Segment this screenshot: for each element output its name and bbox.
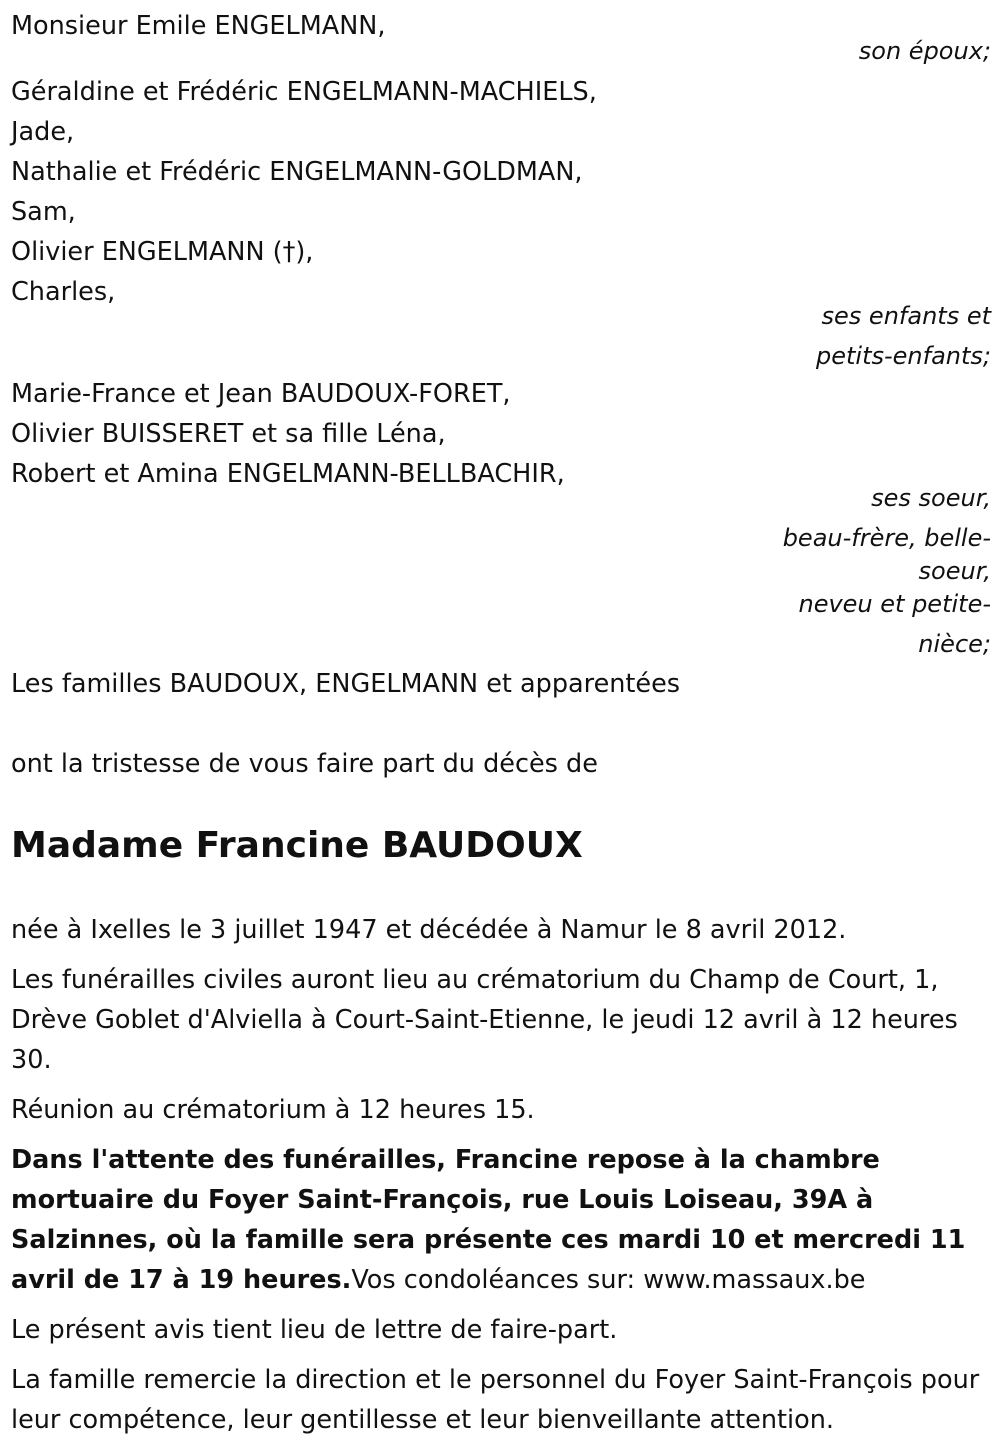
condolences-text: Vos condoléances sur: www.massaux.be (351, 1265, 866, 1295)
children-list (11, 72, 991, 312)
children-role-line: ses enfants et (821, 302, 991, 330)
obituary-notice (11, 6, 991, 1440)
siblings-role (761, 478, 991, 664)
reunion-time: Réunion au crématorium à 12 heures 15. (11, 1095, 535, 1125)
child-name: Nathalie et Frédéric ENGELMANN-GOLDMAN, (11, 157, 583, 187)
funeral-details: Les funérailles civiles auront lieu au crématorium du Champ de Court, 1, Drève Goblet d'Alviella à Court-Saint-Etienne, le jeudi 12 avril à 12 heures 30. (11, 965, 958, 1075)
grandchild-name: Jade, (11, 117, 75, 147)
vigil-bold-text: Dans l'attente des funérailles, Francine repose à la chambre mortuaire du Foyer Saint-François, rue Louis Loiseau, 39A à Salzinnes, où la famille sera présente ces mardi 10 et mercredi 11 avril de 17 à 19 heures. (11, 1145, 966, 1295)
sibling-name: Marie-France et Jean BAUDOUX-FORET, (11, 379, 511, 409)
notice-line: Le présent avis tient lieu de lettre de faire-part. (11, 1315, 618, 1345)
siblings-role-line: nièce; (918, 630, 991, 658)
deceased-name: Madame Francine BAUDOUX (11, 825, 583, 866)
sibling-name: Robert et Amina ENGELMANN-BELLBACHIR, (11, 459, 565, 489)
siblings-role-line: beau-frère, belle- (782, 524, 991, 552)
families-line: Les familles BAUDOUX, ENGELMANN et apparentées (11, 669, 681, 699)
siblings-role-line: ses soeur, (871, 484, 991, 512)
siblings-list (11, 374, 991, 494)
spouse-role: son époux; (858, 37, 991, 65)
birth-death-line: née à Ixelles le 3 juillet 1947 et décédée à Namur le 8 avril 2012. (11, 915, 847, 945)
grandchild-name: Charles, (11, 277, 116, 307)
grandchild-name: Sam, (11, 197, 76, 227)
child-name: Géraldine et Frédéric ENGELMANN-MACHIELS, (11, 77, 597, 107)
children-role-line: petits-enfants; (816, 342, 991, 370)
spouse-name: Monsieur Emile ENGELMANN, (11, 11, 386, 41)
child-name: Olivier ENGELMANN (†), (11, 237, 314, 267)
vigil-details (11, 1140, 991, 1300)
announcement-intro: ont la tristesse de vous faire part du décès de (11, 749, 598, 779)
nephew-name: Olivier BUISSERET et sa fille Léna, (11, 419, 446, 449)
siblings-role-line: neveu et petite- (798, 590, 991, 618)
siblings-role-line: soeur, (918, 557, 991, 585)
children-role (761, 296, 991, 376)
thanks-paragraph: La famille remercie la direction et le personnel du Foyer Saint-François pour leur compétence, leur gentillesse et leur bienveillante attention. (11, 1365, 980, 1435)
